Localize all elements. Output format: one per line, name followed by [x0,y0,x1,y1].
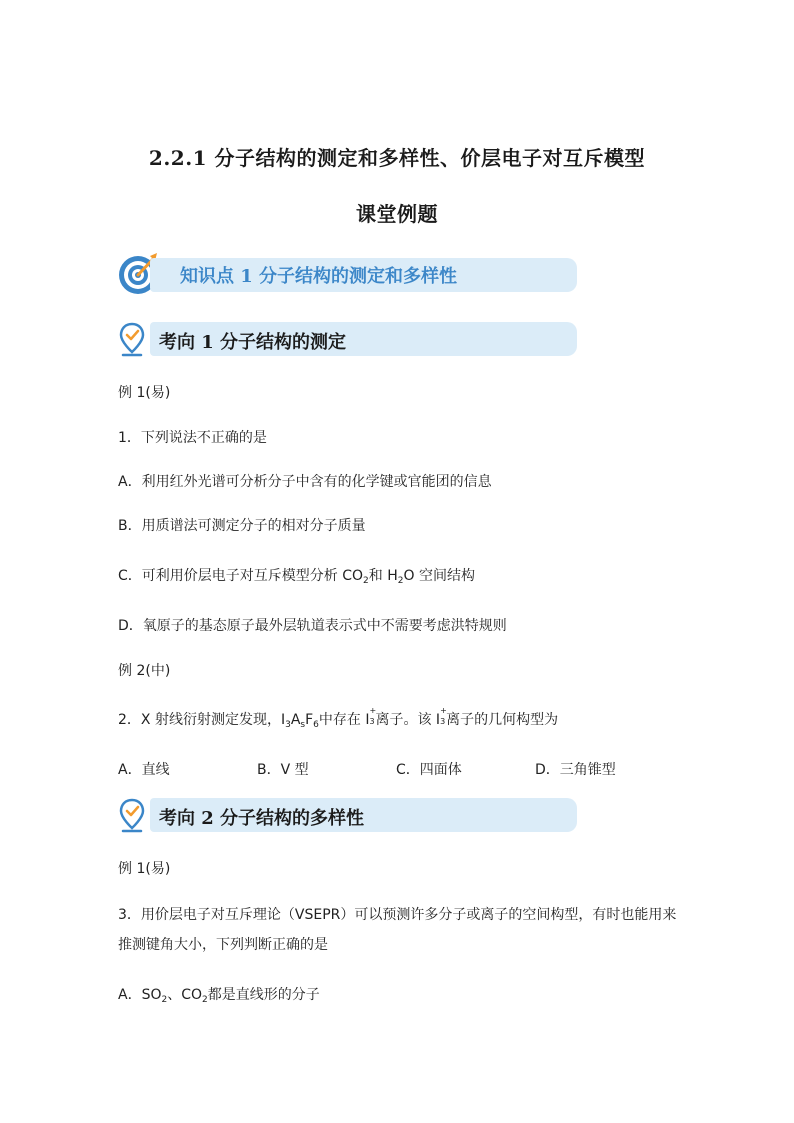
document-title: 2.2.1 分子结构的测定和多样性、价层电子对互斥模型 [148,146,646,170]
question2-option-c: C．四面体 [396,762,462,778]
question3-option-a: A．$SO_2$、$CO_2$都是直线形的分子 [118,987,320,1005]
question1-option-c: C．可利用价层电子对互斥模型分析 $CO_2$和 $H_2O$ 空间结构 [118,568,475,586]
document-subtitle: 课堂例题 [356,202,438,226]
section1-label: 考向 1 分子结构的测定 [159,332,347,353]
location-pin-icon [118,322,146,358]
question3-stem-line2: 推测键角大小，下列判断正确的是 [118,937,328,953]
question2-stem: 2．X 射线衍射测定发现，$I_3A_sF_6$中存在 I + 3 离子。该 I + 3 离子的几何构型为 [118,706,559,730]
question1-stem: 1．下列说法不正确的是 [118,430,267,446]
question2-option-b: B．V 型 [257,762,309,778]
question1-option-b: B．用质谱法可测定分子的相对分子质量 [118,518,366,534]
question3-stem-line1: 3．用价层电子对互斥理论（VSEPR）可以预测许多分子或离子的空间构型，有时也能用来 [118,907,677,923]
example-tag: 例 2(中) [118,663,171,679]
question2-option-a: A．直线 [118,762,170,778]
example-tag: 例 1(易) [118,861,171,877]
section2-label: 考向 2 分子结构的多样性 [159,808,365,829]
question2-option-d: D．三角锥型 [535,762,616,778]
knowledge-point-label: 知识点 1 分子结构的测定和多样性 [180,266,458,287]
location-pin-icon [118,798,146,834]
question1-option-a: A．利用红外光谱可分析分子中含有的化学键或官能团的信息 [118,474,492,490]
example-tag: 例 1(易) [118,385,171,401]
question1-option-d: D．氧原子的基态原子最外层轨道表示式中不需要考虑洪特规则 [118,618,507,634]
